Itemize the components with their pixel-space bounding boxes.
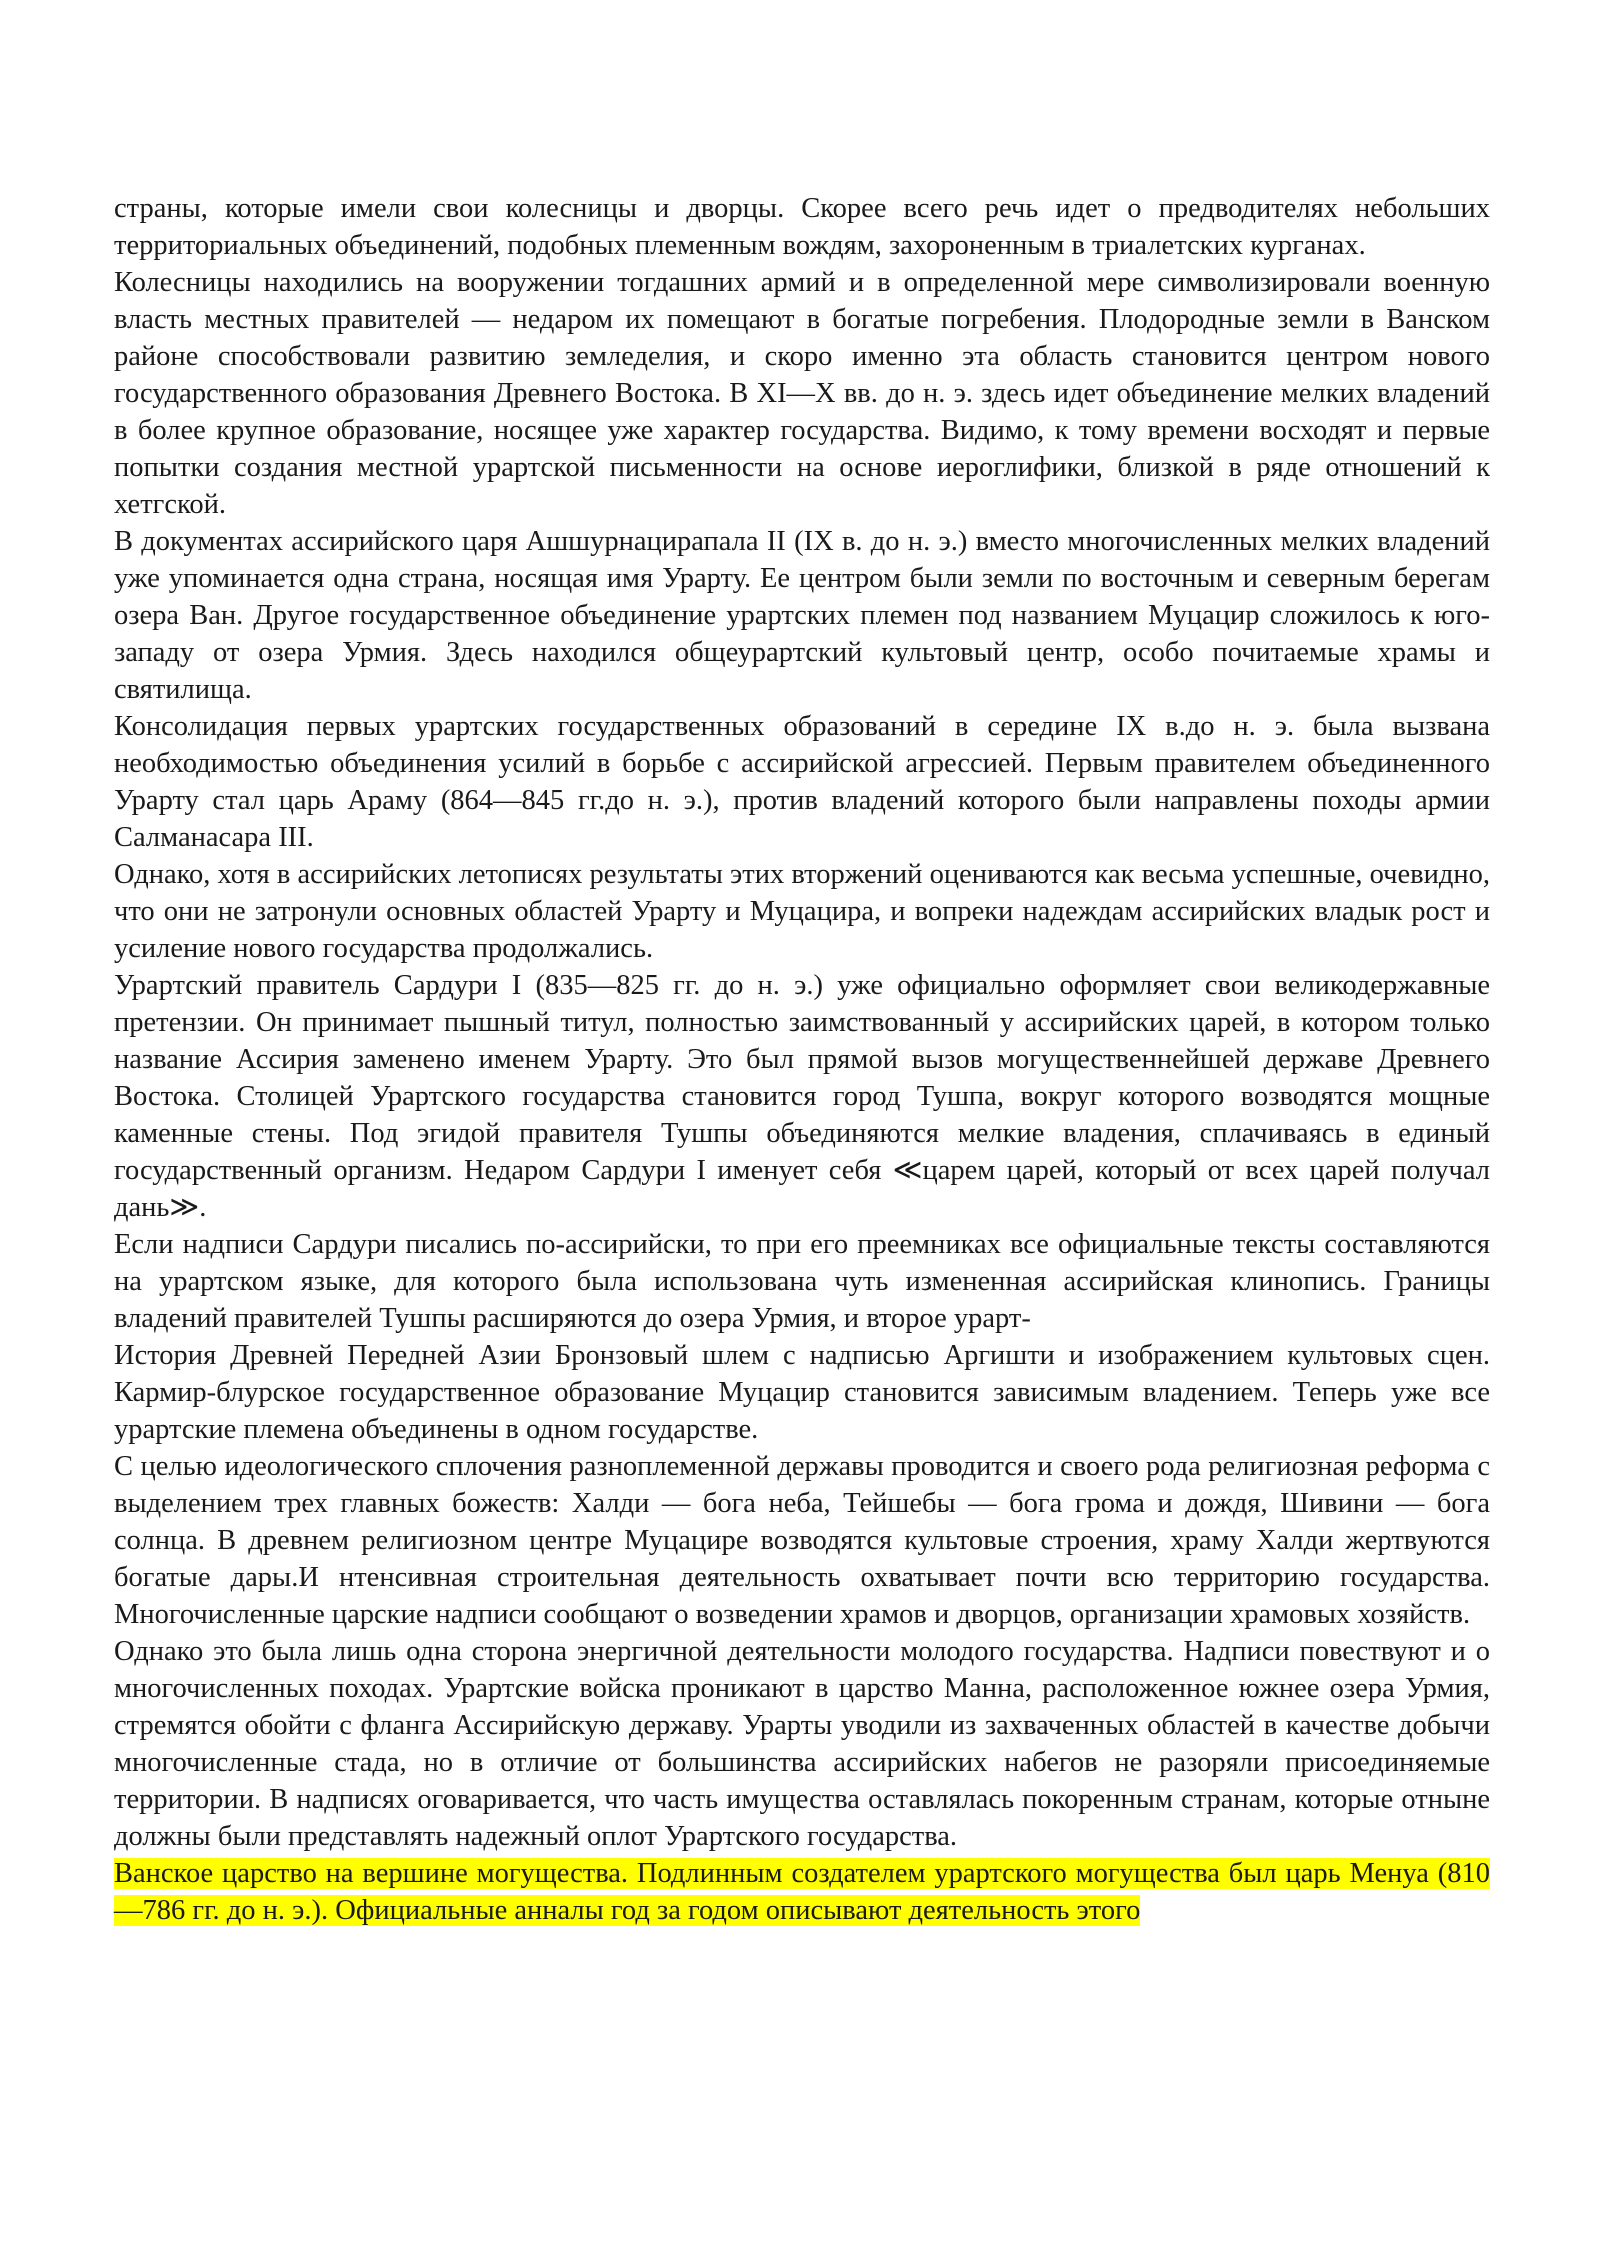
paragraph-9: С целью идеологического сплочения разноплеменной державы проводится и своего рода религиозная реформа с выделением трех главных божеств: Халди — бога неба, Тейшебы — бога грома и дождя, Шивини — бога солнца. В древнем религиозном центре Муцацире возводятся культовые строения, храму Халди жертвуются богатые дары.И нтенсивная строительная деятельность охватывает почти всю территорию государства. Многочисленные царские надписи сообщают о возведении храмов и дворцов, организации храмовых хозяйств. — [114, 1451, 1490, 1630]
paragraph-7: Если надписи Сардури писались по-ассирийски, то при его преемниках все официальные тексты составляются на урартском языке, для которого была использована чуть измененная ассирийская клинопись. Границы владений правителей Тушпы расширяются до озера Урмия, и второе урарт- — [114, 1229, 1490, 1334]
paragraph-1: страны, которые имели свои колесницы и дворцы. Скорее всего речь идет о предводителях небольших территориальных объединений, подобных племенным вождям, захороненным в триалетских курганах. — [114, 193, 1490, 261]
highlighted-paragraph — [114, 1855, 1490, 1929]
paragraph-2: Колесницы находились на вооружении тогдашних армий и в определенной мере символизировали военную власть местных правителей — недаром их помещают в богатые погребения. Плодородные земли в Ванском районе способствовали развитию земледелия, и скоро именно эта область становится центром нового государственного образования Древнего Востока. В XI—X вв. до н. э. здесь идет объединение мелких владений в более крупное образование, носящее уже характер государства. Видимо, к тому времени восходят и первые попытки создания местной урартской письменности на основе иероглифики, близкой в ряде отношений к хетгской. — [114, 267, 1490, 520]
paragraph-5: Однако, хотя в ассирийских летописях результаты этих вторжений оцениваются как весьма успешные, очевидно, что они не затронули основных областей Урарту и Муцацира, и вопреки надеждам ассирийских владык рост и усиление нового государства продолжались. — [114, 859, 1490, 964]
document-page — [114, 190, 1490, 1929]
paragraph-10: Однако это была лишь одна сторона энергичной деятельности молодого государства. Надписи повествуют и о многочисленных походах. Урартские войска проникают в царство Манна, расположенное южнее озера Урмия, стремятся обойти с фланга Ассирийскую державу. Урарты уводили из захваченных областей в качестве добычи многочисленные стада, но в отличие от большинства ассирийских набегов не разоряли присоединяемые территории. В надписях оговаривается, что часть имущества оставлялась покоренным странам, которые отныне должны были представлять надежный оплот Урартского государства. — [114, 1636, 1490, 1852]
paragraph-4: Консолидация первых урартских государственных образований в середине IX в.до н. э. была вызвана необходимостью объединения усилий в борьбе с ассирийской агрессией. Первым правителем объединенного Урарту стал царь Араму (864—845 гг.до н. э.), против владений которого были направлены походы армии Салманасара III. — [114, 711, 1490, 853]
highlighted-text: Ванское царство на вершине могущества. Подлинным создателем урартского могущества был царь Менуа (810—786 гг. до н. э.). Официальные анналы год за годом описывают деятельность этого — [114, 1858, 1490, 1926]
paragraph-3: В документах ассирийского царя Ашшурнацирапала II (IX в. до н. э.) вместо многочисленных мелких владений уже упоминается одна страна, носящая имя Урарту. Ее центром были земли по восточным и северным берегам озера Ван. Другое государственное объединение урартских племен под названием Муцацир сложилось к юго-западу от озера Урмия. Здесь находился общеурартский культовый центр, особо почитаемые храмы и святилища. — [114, 526, 1490, 705]
paragraph-6: Урартский правитель Сардури I (835—825 гг. до н. э.) уже официально оформляет свои великодержавные претензии. Он принимает пышный титул, полностью заимствованный у ассирийских царей, в котором только название Ассирия заменено именем Урарту. Это был прямой вызов могущественнейшей державе Древнего Востока. Столицей Урартского государства становится город Тушпа, вокруг которого возводятся мощные каменные стены. Под эгидой правителя Тушпы объединяются мелкие владения, сплачиваясь в единый государственный организм. Недаром Сардури I именует себя ≪царем царей, который от всех царей получал дань≫. — [114, 970, 1490, 1223]
paragraph-8: История Древней Передней Азии Бронзовый шлем с надписью Аргишти и изображением культовых сцен. Кармир-блурское государственное образование Муцацир становится зависимым владением. Теперь уже все урартские племена объединены в одном государстве. — [114, 1340, 1490, 1445]
